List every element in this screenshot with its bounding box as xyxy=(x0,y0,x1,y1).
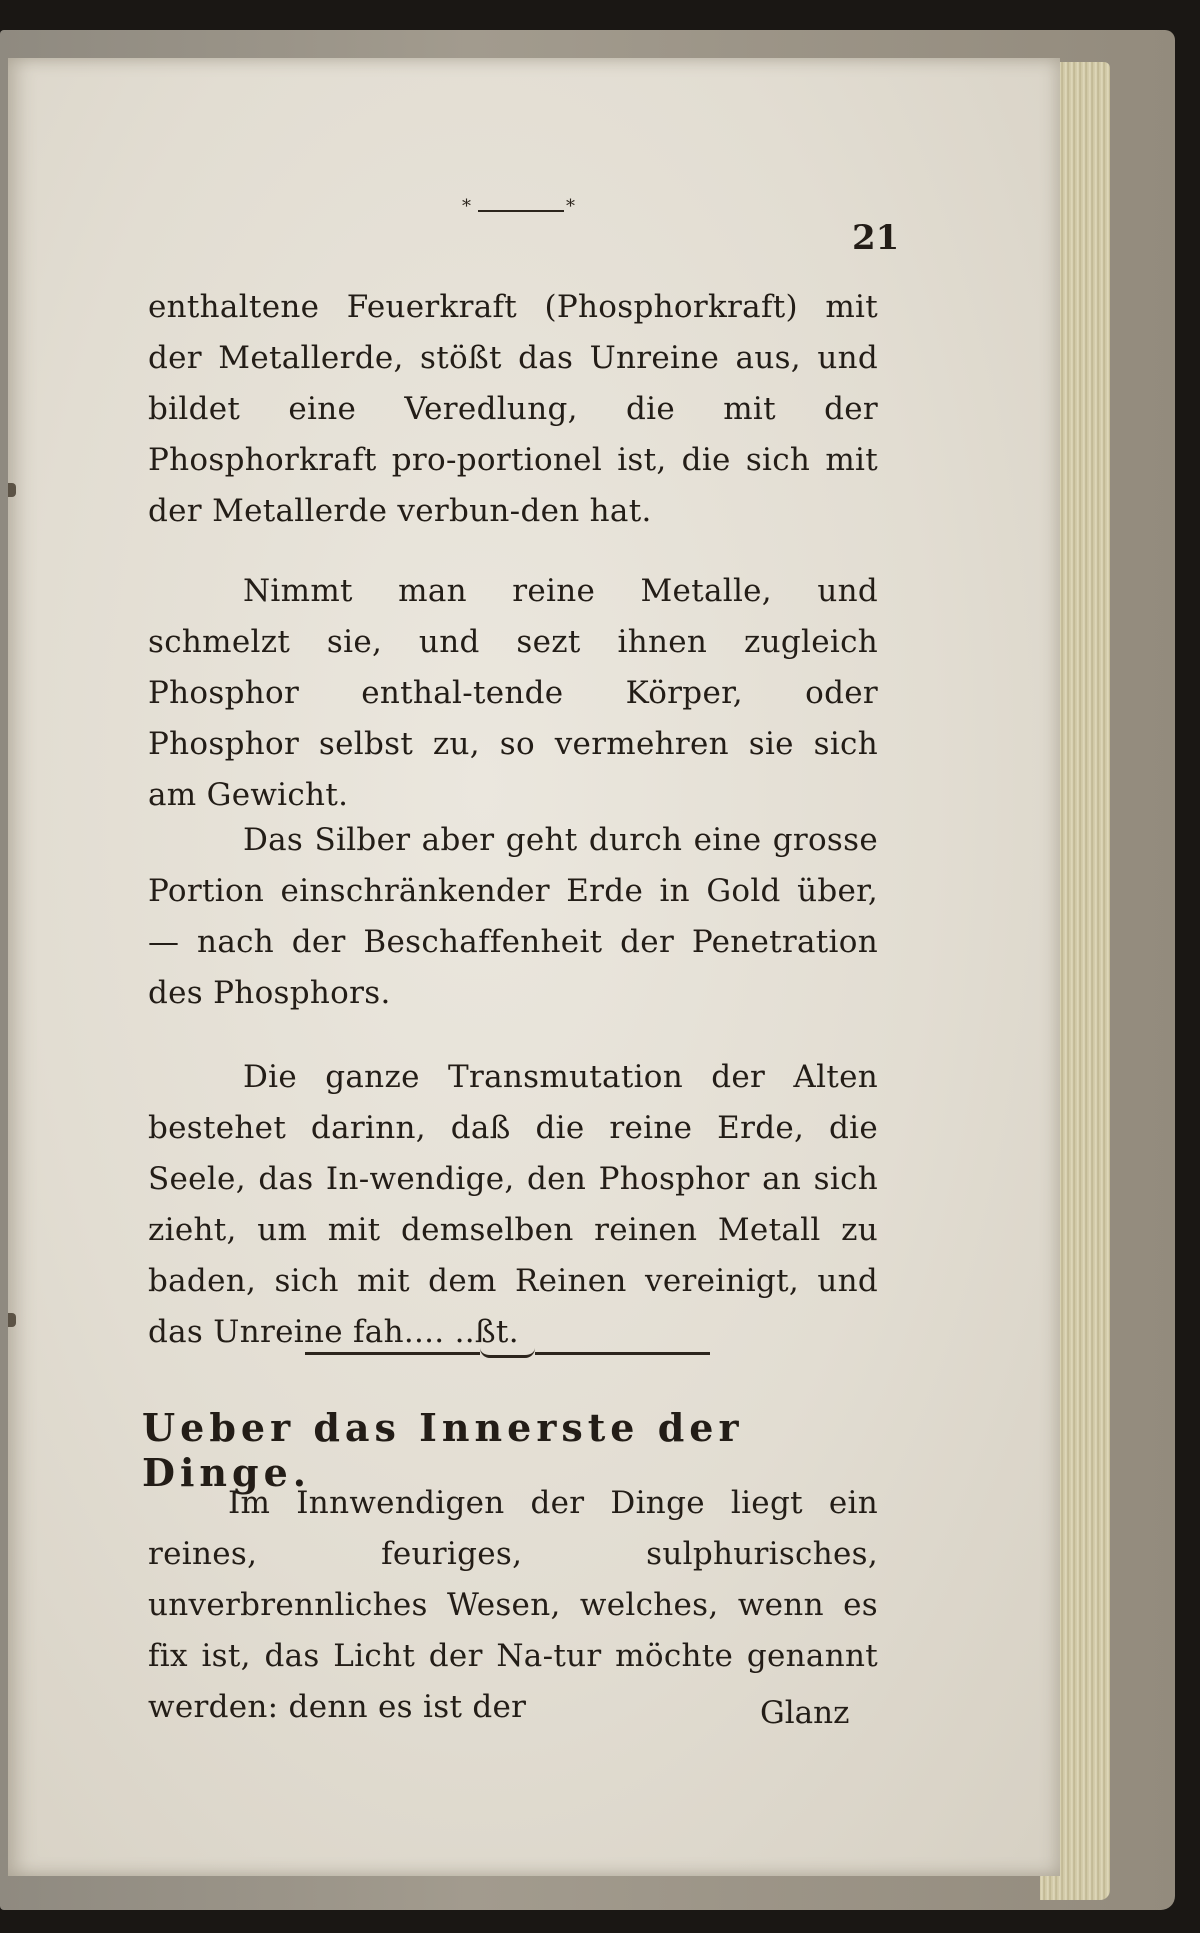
catchword: Glanz xyxy=(760,1695,850,1731)
section-paragraph: Im Innwendigen der Dinge liegt ein reines, feuriges, sulphurisches, unverbrennliches Wesen, welches, wenn es fix ist, das Licht der Na-tur möchte genannt werden: denn es ist der xyxy=(148,1485,878,1725)
ornament-line xyxy=(478,210,564,212)
ornament-star-left: * xyxy=(462,196,471,217)
header-ornament xyxy=(462,196,580,220)
divider-flourish xyxy=(480,1348,535,1358)
paragraph-1: enthaltene Feuerkraft (Phosphorkraft) mit der Metallerde, stößt das Unreine aus, und bildet eine Veredlung, die mit der Phosphorkraft pro-portionel ist, die sich mit der Metallerde verbun-den hat. xyxy=(148,289,878,529)
divider-rule-left xyxy=(305,1352,480,1355)
gutter-mark xyxy=(8,1313,16,1327)
section-divider xyxy=(305,1348,710,1358)
paragraph-3: Das Silber aber geht durch eine grosse Portion einschränkender Erde in Gold über,— nach der Beschaffenheit der Penetration des Phosphors. xyxy=(148,822,878,1011)
gutter-mark xyxy=(8,483,16,497)
ornament-star-right: * xyxy=(566,196,575,217)
paragraph-4: Die ganze Transmutation der Alten bestehet darinn, daß die reine Erde, die Seele, das In-wendige, den Phosphor an sich zieht, um mit demselben reinen Metall zu baden, sich mit dem Reinen vereinigt, und das Unreine fah.... ..ßt. xyxy=(148,1059,878,1350)
page-number: 21 xyxy=(852,218,900,258)
divider-rule-right xyxy=(535,1352,710,1355)
section-title: Ueber das Innerste der Dinge. xyxy=(142,1405,744,1495)
paragraph-2: Nimmt man reine Metalle, und schmelzt sie, und sezt ihnen zugleich Phosphor enthal-tende Körper, oder Phosphor selbst zu, so vermehren sie sich am Gewicht. xyxy=(148,573,878,813)
